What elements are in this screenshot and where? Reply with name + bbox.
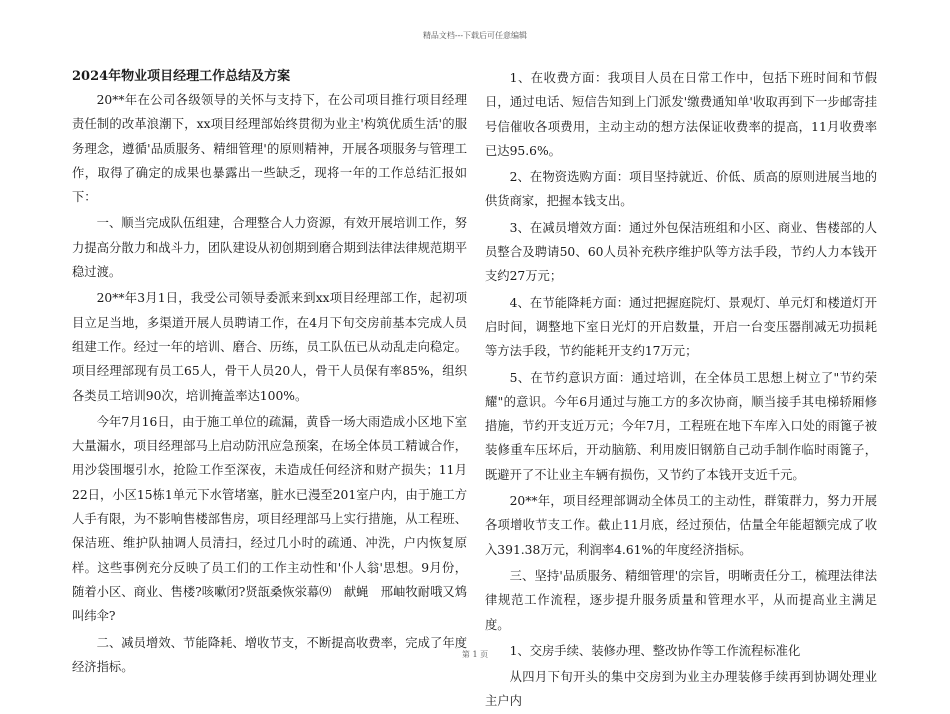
paragraph: 2、在物资选购方面：项目坚持就近、价低、质高的原则进展当地的供货商家，把握本钱支出。 <box>485 170 877 209</box>
paragraph: 1、在收费方面：我项目人员在日常工作中，包括下班时间和节假日，通过电话、短信告知到上门派发'缴费通知单'收取再到下一步邮寄挂号信催收各项费用，主动主动的想方法保证收费率的提高，11月收费率已达95.6%。 <box>485 71 877 158</box>
paragraph: 今年7月16日，由于施工单位的疏漏，黄昏一场大雨造成小区地下室大量漏水，项目经理部马上启动防汛应急预案，在场全体员工精诚合作，用沙袋围堰引水，抢险工作至深夜，未造成任何经济和财产损失；11月22日，小区15栋1单元下水管堵塞，脏水已漫至201室户内，由于施工方人手有限，为不影响售楼部售房，项目经理部马上实行措施，从工程班、保洁班、维护队抽调人员清扫，经过几小时的疏通、冲洗，户内恢复原样。这些事例充分反映了员工们的工作主动性和'仆人翁'思想。9月份，随着小区、商业、售楼?咳嗽闭?贤瓿桑恢泶幕⑼ 献蝇 邢岫牧耐哦又鸩叫纬伞? <box>72 414 467 624</box>
paragraph: 三、坚持'品质服务、精细管理'的宗旨，明晰责任分工，梳理法律法律规范工作流程，逐步提升服务质量和管理水平，从而提高业主满足度。 <box>485 568 877 632</box>
paragraph: 二、减员增效、节能降耗、增收节支，不断提高收费率，完成了年度经济指标。 <box>72 635 467 674</box>
paragraph: 20**年，项目经理部调动全体员工的主动性，群策群力，努力开展各项增收节支工作。截止11月底，经过预估，估量全年能超额完成了收入391.38万元，利润率4.61%的年度经济指标。 <box>485 494 877 557</box>
paragraph: 3、在减员增效方面：通过外包保洁班组和小区、商业、售楼部的人员整合及聘请50、60人员补充秩序维护队等方法手段，节约人力本钱开支约27万元； <box>485 220 877 284</box>
paragraph: 1、交房手续、装修办理、整改协作等工作流程标准化 <box>509 643 801 658</box>
paragraph: 一、顺当完成队伍组建，合理整合人力资源，有效开展培训工作，努力提高分散力和战斗力，团队建设从初创期到磨合期到法律法律规范期平稳过渡。 <box>72 216 467 280</box>
paragraph: 从四月下旬开头的集中交房到为业主办理装修手续再到协调处理业主户内 <box>485 670 877 709</box>
paragraph: 5、在节约意识方面：通过培训，在全体员工思想上树立了"节约荣耀"的意识。今年6月通过与施工方的多次协商，顺当接手其电梯轿厢修措施，节约开支近万元；今年7月，工程班在地下车库入口处的雨篦子被装修重车压坏后，开动脑筋、利用废旧钢筋自己动手制作临时雨篦子，既避开了不让业主车辆有损伤，又节约了本钱开支近千元。 <box>485 370 877 482</box>
paragraph: 4、在节能降耗方面：通过把握庭院灯、景观灯、单元灯和楼道灯开启时间，调整地下室日光灯的开启数量，开启一台变压器削减无功损耗等方法手段，节约能耗开支约17万元； <box>485 295 877 359</box>
right-column <box>485 66 877 714</box>
page-header: 精品文档---下载后可任意编辑 <box>422 31 528 40</box>
document-title: 2024年物业项目经理工作总结及方案 <box>72 69 291 84</box>
page-footer: 第 1 页 <box>461 650 489 659</box>
left-column <box>72 66 467 679</box>
paragraph: 20**年3月1日，我受公司领导委派来到xx项目经理部工作，起初项目立足当地，多渠道开展人员聘请工作，在4月下旬交房前基本完成人员组建工作。经过一年的培训、磨合、历练，员工队伍已从动乱走向稳定。项目经理部现有员工65人，骨干人员20人，骨干人员保有率85%，组织各类员工培训90次，培训掩盖率达100%。 <box>72 291 467 403</box>
paragraph: 20**年在公司各级领导的关怀与支持下，在公司项目推行项目经理责任制的改革浪潮下，xx项目经理部始终贯彻为业主'构筑优质生活'的服务理念，遵循'品质服务、精细管理'的原则精神，开展各项服务与管理工作，取得了确定的成果也暴露出一些缺乏，现将一年的工作总结汇报如下： <box>72 93 467 205</box>
